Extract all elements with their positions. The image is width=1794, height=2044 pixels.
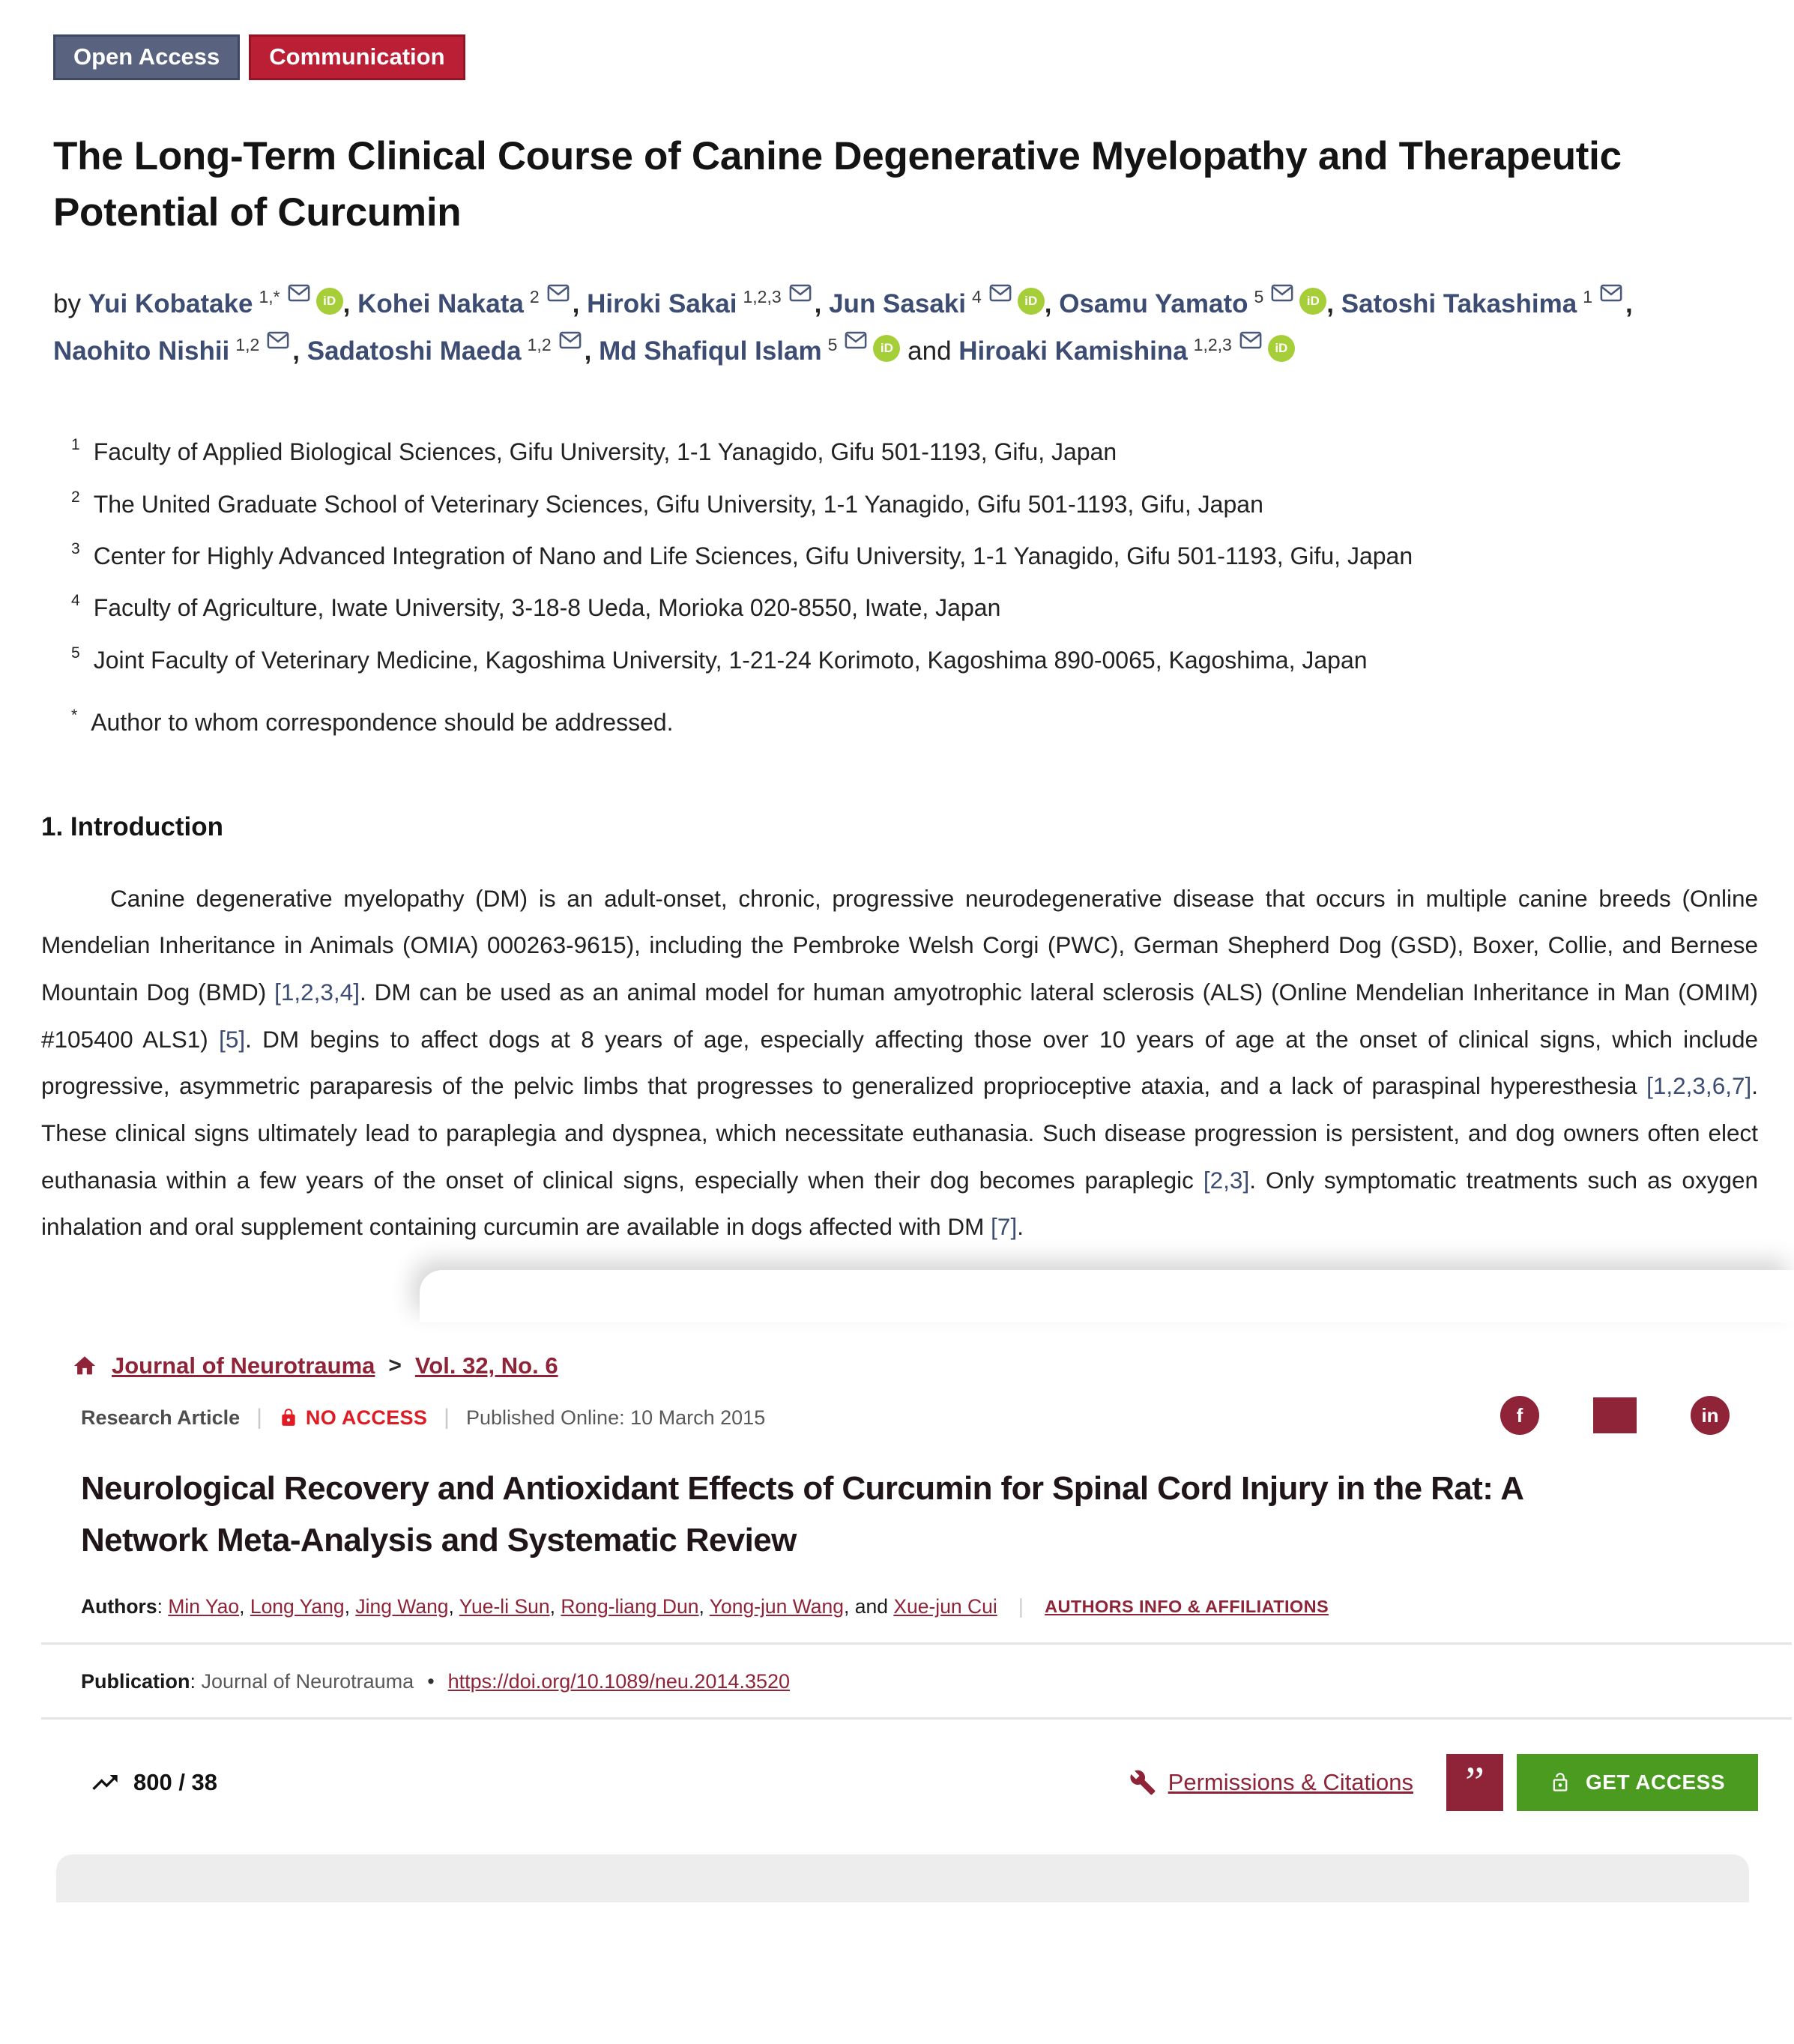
email-icon[interactable] — [1600, 284, 1622, 302]
cite-quote-button[interactable]: ” — [1446, 1754, 1503, 1811]
orcid-icon[interactable]: iD — [316, 288, 343, 315]
email-icon[interactable] — [989, 284, 1012, 302]
citation-link[interactable]: [7] — [991, 1213, 1018, 1241]
publication-row — [81, 1670, 1758, 1693]
affiliation-text: Faculty of Applied Biological Sciences, Gifu University, 1-1 Yanagido, Gifu 501-1193, Gifu, Japan — [93, 438, 1117, 466]
liebert-article-card — [0, 1289, 1794, 1854]
author-link[interactable]: Rong-liang Dun — [561, 1594, 699, 1618]
correspondence-note — [71, 704, 1758, 740]
author-item — [829, 289, 1059, 318]
author-separator: , — [342, 288, 358, 318]
breadcrumb-issue-link[interactable]: Vol. 32, No. 6 — [414, 1352, 558, 1379]
affiliation-marker: 1 — [71, 436, 80, 454]
bullet-icon: • — [427, 1670, 435, 1693]
article-type-label: Research Article — [81, 1406, 241, 1429]
citation-link[interactable]: [2,3] — [1203, 1166, 1250, 1194]
author-link[interactable]: Sadatoshi Maeda — [306, 336, 522, 366]
author-link[interactable]: Osamu Yamato — [1059, 288, 1248, 318]
author-item — [307, 336, 599, 366]
author-link[interactable]: Long Yang — [250, 1594, 345, 1618]
paragraph-text: . DM can be used as an animal model for human amyotrophic lateral sclerosis (ALS) (Online Mendelian Inheritance in Man (OMIM) #105400 ALS1) — [41, 979, 1758, 1053]
author-link[interactable]: Hiroki Sakai — [587, 288, 737, 318]
facebook-icon[interactable]: f — [1500, 1396, 1539, 1435]
email-icon[interactable] — [845, 331, 867, 349]
affiliation-item — [71, 434, 1758, 469]
author-link[interactable]: Min Yao — [168, 1594, 240, 1618]
divider-line — [41, 1642, 1792, 1645]
doi-link[interactable]: https://doi.org/10.1089/neu.2014.3520 — [447, 1670, 791, 1693]
author-superscript: 5 — [1254, 287, 1264, 307]
affiliation-item — [71, 486, 1758, 521]
author-link[interactable]: Naohito Nishii — [53, 336, 230, 366]
author-separator: , — [584, 336, 599, 366]
email-icon[interactable] — [559, 331, 582, 349]
published-date: Published Online: 10 March 2015 — [465, 1406, 766, 1429]
author-separator: , — [549, 1594, 561, 1618]
affiliation-marker: * — [71, 707, 78, 725]
publication-separator: : — [190, 1670, 202, 1693]
divider-line — [41, 1717, 1792, 1720]
author-link[interactable]: Jing Wang — [355, 1594, 449, 1618]
paragraph-text: . Only symptomatic treatments such as oxygen inhalation and oral supplement containing curcumin are available in dogs affected with DM — [41, 1166, 1758, 1241]
author-separator: , — [292, 336, 307, 366]
paragraph-text: . DM begins to affect dogs at 8 years of age, especially affecting those over 10 years of age at the onset of clinical signs, which include progressive, asymmetric paraparesis of the pelvic limbs that progresses to generalized proprioceptive ataxia, and a lack of paraspinal hyperesthesia — [41, 1025, 1758, 1100]
author-link[interactable]: Yong-jun Wang — [709, 1594, 845, 1618]
author-superscript: 1,2,3 — [1193, 334, 1232, 354]
orcid-icon[interactable]: iD — [873, 335, 900, 362]
authors-row — [81, 1594, 1758, 1618]
author-item — [357, 289, 587, 318]
social-share-row — [1500, 1396, 1730, 1435]
lock-icon — [279, 1406, 298, 1429]
author-superscript: 1 — [1583, 287, 1593, 307]
x-social-icon[interactable] — [1593, 1397, 1637, 1433]
email-icon[interactable] — [547, 284, 570, 302]
affiliation-item — [71, 642, 1758, 677]
author-separator: , — [814, 288, 830, 318]
meta-divider: | — [256, 1405, 262, 1430]
page-title: The Long-Term Clinical Course of Canine Degenerative Myelopathy and Therapeutic Potential of Curcumin — [53, 134, 1622, 235]
byline-prefix: by — [53, 288, 88, 318]
introduction-paragraph — [41, 875, 1758, 1251]
access-status-text: NO ACCESS — [305, 1406, 428, 1429]
affiliation-item — [71, 590, 1758, 625]
author-link[interactable]: Yue-li Sun — [459, 1594, 550, 1618]
orcid-icon[interactable]: iD — [1018, 288, 1045, 315]
author-superscript: 4 — [971, 287, 982, 307]
author-link[interactable]: Satoshi Takashima — [1341, 288, 1577, 318]
author-link[interactable]: Md Shafiqul Islam — [599, 336, 822, 366]
email-icon[interactable] — [1271, 284, 1293, 302]
author-separator: , — [1326, 288, 1341, 318]
author-separator: , — [698, 1594, 710, 1618]
unlock-icon — [1550, 1771, 1571, 1794]
author-separator: , — [572, 288, 588, 318]
email-icon[interactable] — [288, 284, 310, 302]
author-link[interactable]: Yui Kobatake — [88, 288, 253, 318]
author-superscript: 2 — [529, 287, 540, 307]
affiliation-item — [71, 538, 1758, 573]
paragraph-text: . — [1017, 1213, 1024, 1241]
breadcrumb-journal-link[interactable]: Journal of Neurotrauma — [112, 1352, 375, 1379]
affiliation-marker: 3 — [71, 539, 80, 557]
access-status-badge — [279, 1406, 427, 1430]
author-separator: and — [900, 336, 959, 366]
author-superscript: 1,* — [259, 287, 280, 307]
author-item — [599, 336, 958, 366]
next-section-strip — [56, 1854, 1749, 1902]
authors-label-separator: : — [157, 1594, 169, 1618]
trending-up-icon — [90, 1768, 120, 1797]
affiliation-text: Author to whom correspondence should be addressed. — [91, 709, 674, 737]
home-icon[interactable] — [71, 1353, 98, 1379]
author-item — [1059, 289, 1341, 318]
author-separator: , and — [844, 1594, 894, 1618]
article-type-badge: Communication — [249, 34, 465, 80]
breadcrumb-separator-icon: > — [388, 1353, 402, 1379]
author-separator: , — [1044, 288, 1060, 318]
article-footer-row — [71, 1754, 1758, 1811]
author-separator: , — [448, 1594, 459, 1618]
action-buttons — [1129, 1754, 1758, 1811]
author-separator: , — [344, 1594, 356, 1618]
permissions-citations-link[interactable]: Permissions & Citations — [1168, 1769, 1413, 1796]
citation-link[interactable]: [5] — [219, 1025, 246, 1053]
metrics-badge — [90, 1768, 217, 1797]
publication-text — [81, 1670, 414, 1693]
get-access-label: GET ACCESS — [1586, 1771, 1725, 1794]
article-title: Neurological Recovery and Antioxidant Effects of Curcumin for Spinal Cord Injury in the Rat: A Network Meta-Analysis and Systematic Review — [81, 1470, 1523, 1558]
meta-divider: | — [444, 1405, 450, 1430]
affiliations-list — [71, 434, 1758, 740]
author-item — [587, 289, 829, 318]
author-link[interactable]: Jun Sasaki — [829, 288, 966, 318]
open-access-badge: Open Access — [53, 34, 240, 80]
author-separator: , — [1625, 288, 1633, 318]
email-icon[interactable] — [267, 331, 289, 349]
section-heading: 1. Introduction — [41, 811, 224, 841]
author-item — [53, 336, 307, 366]
publication-label: Publication — [81, 1670, 190, 1693]
author-item — [88, 289, 357, 318]
affiliation-text: Joint Faculty of Veterinary Medicine, Kagoshima University, 1-21-24 Korimoto, Kagoshima 890-0065, Kagoshima, Japan — [93, 646, 1368, 674]
author-separator: , — [239, 1594, 250, 1618]
card-top-edge — [420, 1270, 1794, 1322]
affiliation-marker: 2 — [71, 488, 80, 506]
author-superscript: 1,2 — [235, 334, 260, 354]
affiliation-marker: 5 — [71, 644, 80, 662]
author-item — [1341, 289, 1633, 318]
metrics-value: 800 / 38 — [133, 1769, 218, 1796]
email-icon[interactable] — [1239, 331, 1262, 349]
email-icon[interactable] — [789, 284, 812, 302]
authors-info-link[interactable]: AUTHORS INFO & AFFILIATIONS — [1045, 1596, 1329, 1616]
paragraph-text: . These clinical signs ultimately lead to paraplegia and dyspnea, which necessitate euthanasia. Such disease progression is persistent, and dog owners often elect euthanasia within a few years of the onset of clinical signs, especially when their dog becomes paraplegic — [41, 1072, 1758, 1194]
author-superscript: 1,2 — [527, 334, 552, 354]
citation-link[interactable]: [1,2,3,4] — [274, 979, 360, 1006]
badge-row — [53, 34, 1758, 80]
author-link[interactable]: Hiroaki Kamishina — [958, 336, 1188, 366]
orcid-icon[interactable]: iD — [1299, 288, 1326, 315]
affiliation-text: The United Graduate School of Veterinary Sciences, Gifu University, 1-1 Yanagido, Gifu 501-1193, Gifu, Japan — [93, 490, 1263, 518]
author-link[interactable]: Kohei Nakata — [357, 288, 524, 318]
citation-link[interactable]: [1,2,3,6,7] — [1646, 1072, 1752, 1100]
paragraph-text: Canine degenerative myelopathy (DM) is an adult-onset, chronic, progressive neurodegenerative disease that occurs in multiple canine breeds (Online Mendelian Inheritance in Animals (OMIA) 000263-9615), including the Pembroke Welsh Corgi (PWC), German Shepherd Dog (GSD), Boxer, Collie, and Bernese Mountain Dog (BMD) — [41, 884, 1758, 1006]
affiliation-text: Center for Highly Advanced Integration of Nano and Life Sciences, Gifu University, 1-1 Yanagido, Gifu 501-1193, Gifu, Japan — [93, 542, 1413, 569]
linkedin-icon[interactable]: in — [1691, 1396, 1730, 1435]
authors-text — [81, 1595, 997, 1618]
publication-journal: Journal of Neurotrauma — [201, 1670, 414, 1693]
authors-divider: | — [1018, 1594, 1024, 1618]
get-access-button[interactable] — [1517, 1754, 1758, 1811]
breadcrumb — [71, 1352, 1758, 1379]
wrench-icon — [1129, 1769, 1156, 1796]
orcid-icon[interactable]: iD — [1268, 335, 1295, 362]
author-item — [958, 336, 1295, 366]
affiliation-marker: 4 — [71, 592, 80, 610]
author-superscript: 5 — [827, 334, 838, 354]
author-link[interactable]: Xue-jun Cui — [893, 1594, 997, 1618]
author-superscript: 1,2,3 — [743, 287, 782, 307]
author-byline — [53, 280, 1732, 375]
affiliation-text: Faculty of Agriculture, Iwate University, 3-18-8 Ueda, Morioka 020-8550, Iwate, Japan — [93, 594, 1001, 622]
authors-label: Authors — [81, 1594, 157, 1618]
